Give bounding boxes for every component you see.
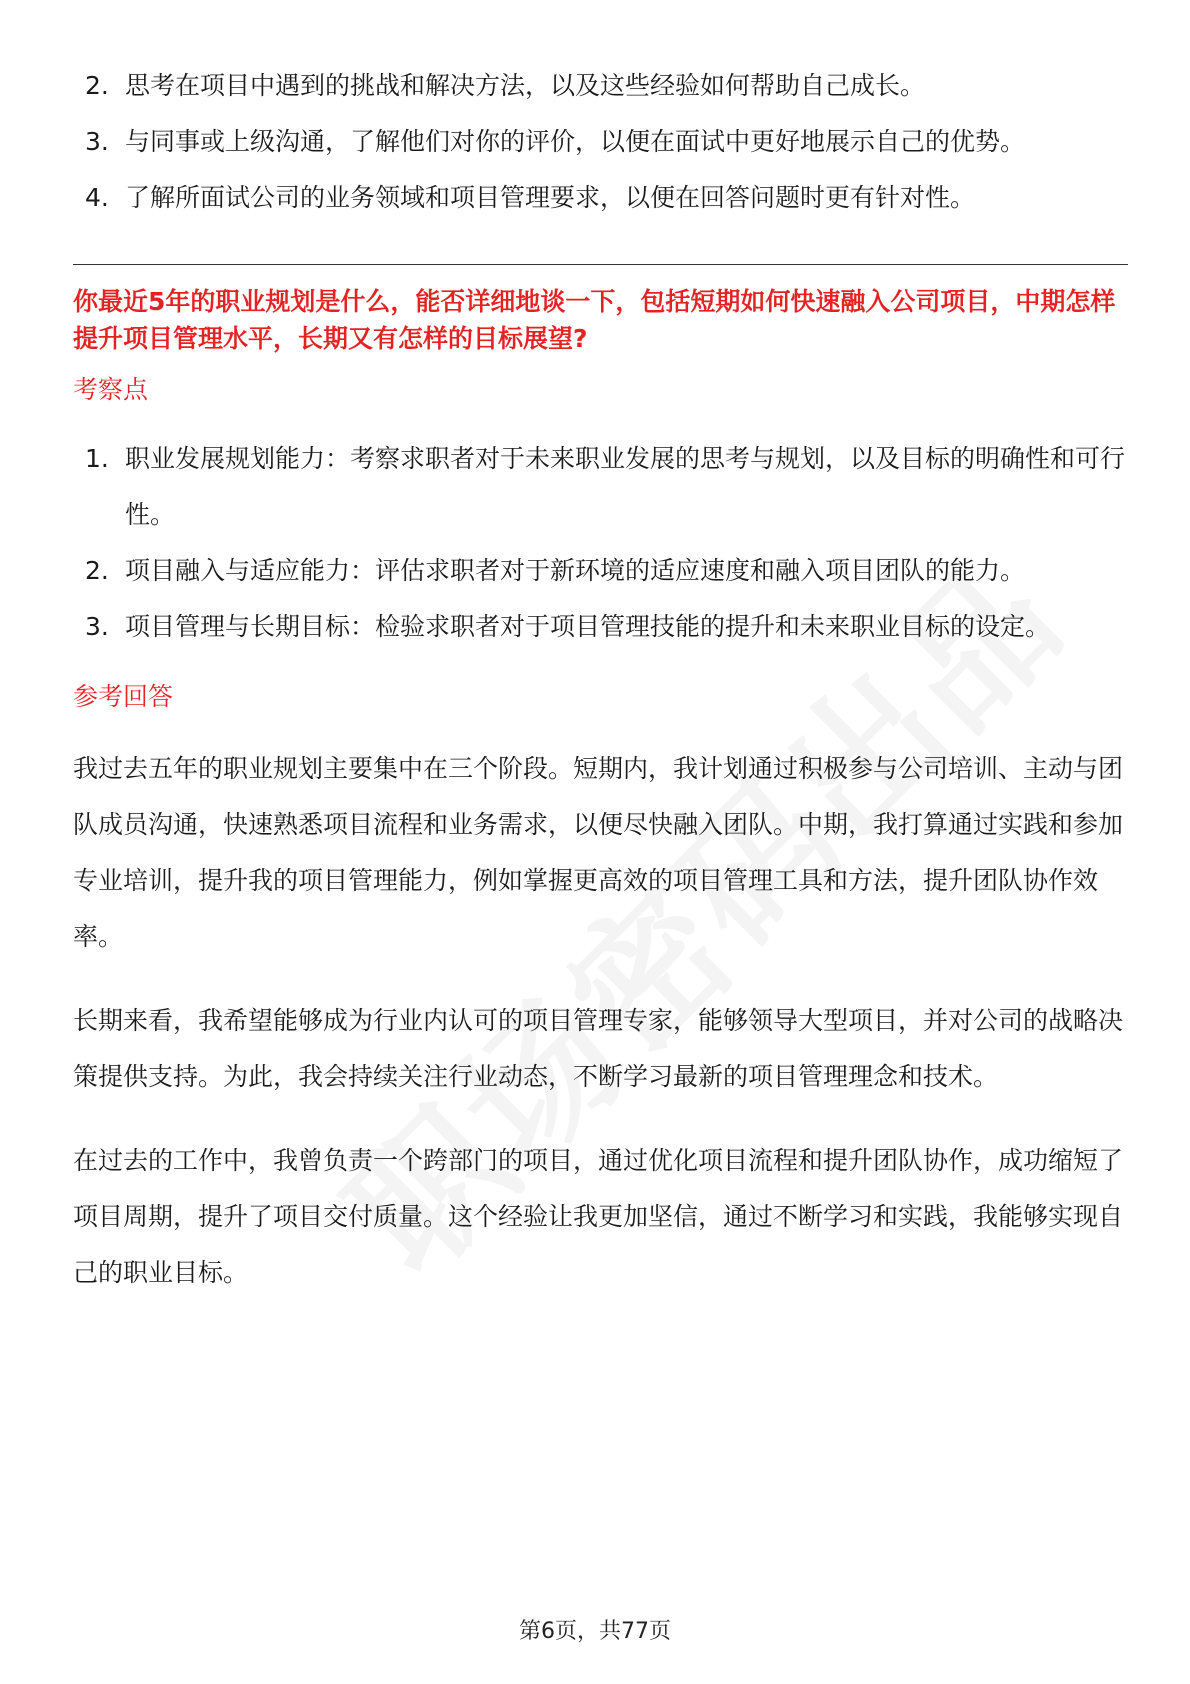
exam-points-list — [73, 431, 1128, 655]
list-number: 1. — [85, 444, 109, 473]
page-footer: 第6页，共77页 — [519, 1619, 671, 1644]
page-content — [73, 58, 1128, 1329]
list-item — [73, 114, 1128, 170]
list-text: 思考在项目中遇到的挑战和解决方法，以及这些经验如何帮助自己成长。 — [125, 71, 926, 100]
answer-paragraph: 在过去的工作中，我曾负责一个跨部门的项目，通过优化项目流程和提升团队协作，成功缩短了项目周期，提升了项目交付质量。这个经验让我更加坚信，通过不断学习和实践，我能够实现自己的职业目标。 — [73, 1146, 1124, 1287]
answer-paragraph: 长期来看，我希望能够成为行业内认可的项目管理专家，能够领导大型项目，并对公司的战略决策提供支持。为此，我会持续关注行业动态，不断学习最新的项目管理理念和技术。 — [73, 1006, 1124, 1091]
list-number: 3. — [85, 127, 109, 156]
list-item — [73, 543, 1128, 599]
list-text: 职业发展规划能力：考察求职者对于未来职业发展的思考与规划，以及目标的明确性和可行性。 — [125, 444, 1126, 529]
section-divider — [73, 264, 1128, 265]
list-text: 与同事或上级沟通，了解他们对你的评价，以便在面试中更好地展示自己的优势。 — [125, 127, 1026, 156]
exam-points-heading: 考察点 — [73, 375, 149, 404]
interview-question: 你最近5年的职业规划是什么，能否详细地谈一下，包括短期如何快速融入公司项目，中期怎样提升项目管理水平，长期又有怎样的目标展望? — [73, 287, 1116, 353]
list-text: 项目融入与适应能力：评估求职者对于新环境的适应速度和融入项目团队的能力。 — [125, 556, 1026, 585]
prior-answer-list — [73, 58, 1128, 226]
list-number: 2. — [85, 71, 109, 100]
list-item — [73, 170, 1128, 226]
answer-heading: 参考回答 — [73, 682, 174, 711]
list-number: 3. — [85, 612, 109, 641]
list-number: 4. — [85, 183, 109, 212]
list-text: 项目管理与长期目标：检验求职者对于项目管理技能的提升和未来职业目标的设定。 — [125, 612, 1051, 641]
answer-paragraph: 我过去五年的职业规划主要集中在三个阶段。短期内，我计划通过积极参与公司培训、主动与团队成员沟通，快速熟悉项目流程和业务需求，以便尽快融入团队。中期，我打算通过实践和参加专业培训，提升我的项目管理能力，例如掌握更高效的项目管理工具和方法，提升团队协作效率。 — [73, 754, 1124, 951]
list-text: 了解所面试公司的业务领域和项目管理要求，以便在回答问题时更有针对性。 — [125, 183, 976, 212]
list-item — [73, 431, 1128, 543]
list-item — [73, 599, 1128, 655]
list-number: 2. — [85, 556, 109, 585]
list-item — [73, 58, 1128, 114]
